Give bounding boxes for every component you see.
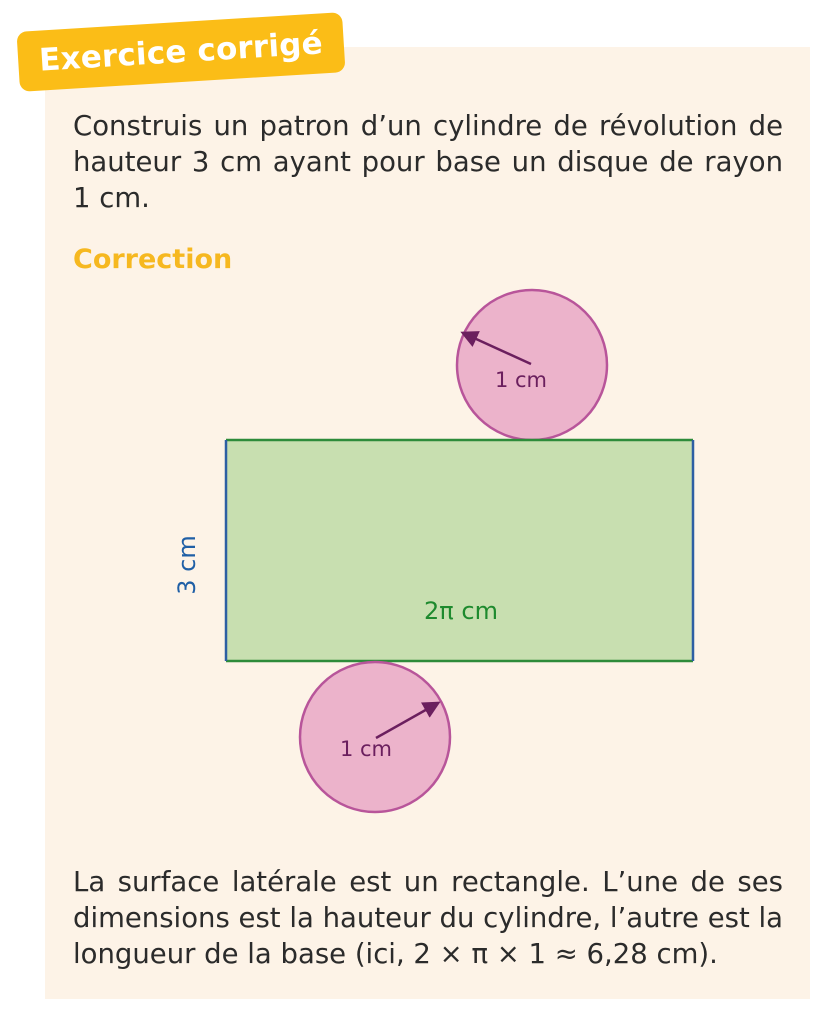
top-radius-label: 1 cm: [494, 368, 548, 392]
length-label: 2π cm: [424, 597, 498, 625]
conclusion-text: La surface latérale est un rectangle. L’une de ses dimensions est la hauteur du cylindre, l’autre est la longueur de la base (ici, 2 × π × 1 ≈ 6,28 cm).: [73, 866, 783, 970]
correction-heading: Correction: [73, 244, 233, 275]
exercise-statement: Construis un patron d’un cylindre de révolution de hauteur 3 cm ayant pour base un disque de rayon 1 cm.: [73, 110, 783, 214]
height-label: 3 cm: [173, 535, 201, 595]
top-base-disc: [457, 290, 607, 440]
bottom-radius-label: 1 cm: [339, 737, 393, 761]
lateral-surface-rectangle: [226, 440, 693, 661]
exercise-badge-label: Exercice corrigé: [38, 25, 324, 79]
